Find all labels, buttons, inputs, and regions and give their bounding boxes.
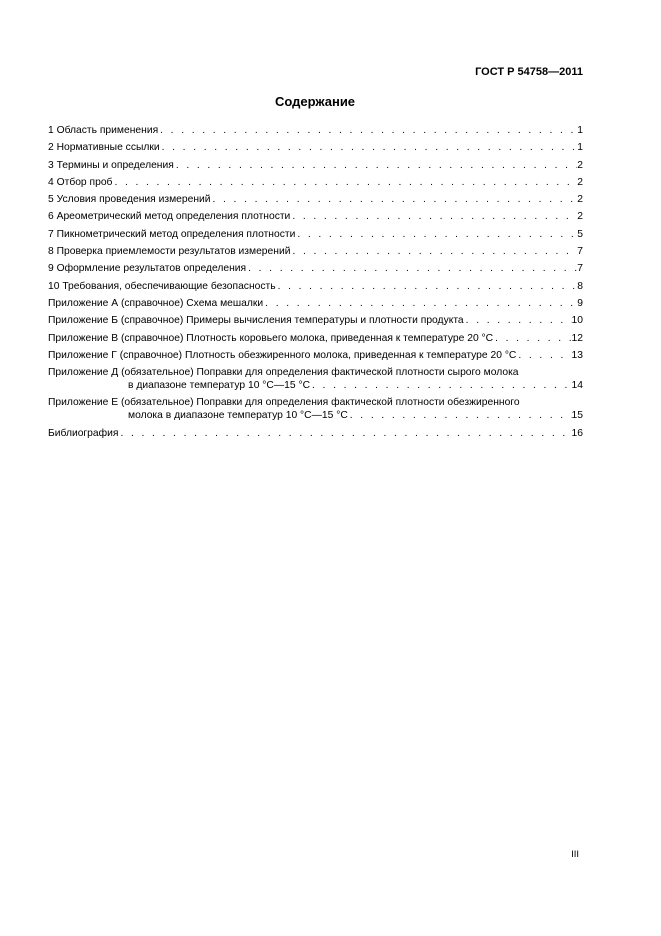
table-of-contents [48, 124, 583, 444]
toc-entry-page: 8 [577, 280, 583, 292]
toc-entry-title: Приложение В (справочное) Плотность коровьего молока, приведенная к температуре 20 °С [48, 332, 494, 344]
toc-entry-title: 3 Термины и определения [48, 159, 174, 171]
toc-leader [211, 193, 578, 206]
toc-entry-page: 14 [571, 380, 583, 392]
toc-entry-page: 10 [571, 315, 583, 327]
toc-entry[interactable] [48, 193, 583, 206]
toc-leader [290, 210, 577, 223]
toc-entry-page: 12 [571, 332, 583, 344]
page-number: III [571, 849, 579, 860]
toc-entry[interactable] [48, 228, 583, 241]
toc-entry[interactable] [48, 280, 583, 293]
toc-entry-title: 1 Область применения [48, 125, 159, 136]
toc-entry[interactable] [48, 262, 583, 275]
toc-entry[interactable] [48, 210, 583, 223]
toc-entry-page: 2 [577, 176, 583, 188]
toc-entry-title: 4 Отбор проб [48, 176, 113, 188]
toc-leader [160, 141, 578, 154]
toc-entry[interactable] [48, 332, 583, 345]
toc-entry-title: 2 Нормативные ссылки [48, 142, 160, 154]
toc-leader [290, 245, 577, 258]
toc-entry[interactable] [48, 349, 583, 362]
toc-entry[interactable] [48, 297, 583, 310]
toc-entry-title: 9 Оформление результатов определения [48, 263, 247, 275]
toc-entry-page: 2 [577, 211, 583, 223]
toc-leader [310, 379, 572, 392]
toc-leader [246, 262, 577, 275]
toc-entry-title: Приложение Е (обязательное) Поправки для определения фактической плотности обезжиренного [48, 397, 520, 409]
toc-entry[interactable] [48, 124, 583, 137]
toc-entry-page: 5 [577, 228, 583, 240]
toc-leader [276, 280, 578, 293]
toc-entry-title: 8 Проверка приемлемости результатов измерений [48, 246, 291, 258]
toc-entry-page: 2 [577, 194, 583, 206]
toc-entry-title: Приложение Б (справочное) Примеры вычисления температуры и плотности продукта [48, 315, 464, 327]
page-title: Содержание [274, 94, 356, 109]
toc-leader [348, 409, 572, 422]
toc-entry-page: 15 [571, 410, 583, 422]
toc-entry[interactable] [48, 314, 583, 327]
toc-entry-page: 7 [577, 263, 583, 275]
toc-entry-title-continuation: в диапазоне температур 10 °С—15 °С [128, 380, 311, 392]
toc-leader [118, 427, 571, 440]
toc-entry-title-continuation: молока в диапазоне температур 10 °С—15 °С [128, 410, 348, 422]
toc-entry-page: 1 [577, 125, 583, 136]
toc-entry[interactable] [48, 245, 583, 258]
standard-number: ГОСТ Р 54758—2011 [475, 66, 583, 78]
toc-entry-page: 7 [577, 246, 583, 258]
toc-leader [295, 228, 577, 241]
toc-entry-title: 6 Ареометрический метод определения плотности [48, 211, 291, 223]
toc-entry[interactable] [48, 427, 583, 440]
toc-entry-page: 2 [577, 159, 583, 171]
toc-leader [263, 297, 577, 310]
toc-entry[interactable] [48, 141, 583, 154]
toc-entry-title: 10 Требования, обеспечивающие безопасность [48, 280, 276, 292]
toc-entry-title: Библиография [48, 427, 119, 439]
toc-leader [493, 332, 571, 345]
toc-entry[interactable] [48, 396, 583, 422]
toc-entry-page: 13 [571, 349, 583, 361]
toc-entry[interactable] [48, 366, 583, 392]
toc-leader [516, 349, 571, 362]
toc-entry-title: Приложение Д (обязательное) Поправки для определения фактической плотности сырого молока [48, 367, 519, 379]
toc-leader [158, 124, 577, 137]
toc-entry[interactable] [48, 176, 583, 189]
toc-entry-page: 16 [571, 427, 583, 439]
toc-entry-title: Приложение А (справочное) Схема мешалки [48, 297, 264, 309]
toc-entry-page: 1 [577, 142, 583, 154]
toc-entry[interactable] [48, 159, 583, 172]
toc-leader [112, 176, 577, 189]
toc-leader [464, 314, 572, 327]
toc-leader [174, 159, 577, 172]
toc-entry-title: 7 Пикнометрический метод определения плотности [48, 228, 296, 240]
toc-entry-page: 9 [577, 297, 583, 309]
toc-entry-title: Приложение Г (справочное) Плотность обезжиренного молока, приведенная к температуре 20 °С [48, 349, 517, 361]
toc-entry-title: 5 Условия проведения измерений [48, 194, 211, 206]
